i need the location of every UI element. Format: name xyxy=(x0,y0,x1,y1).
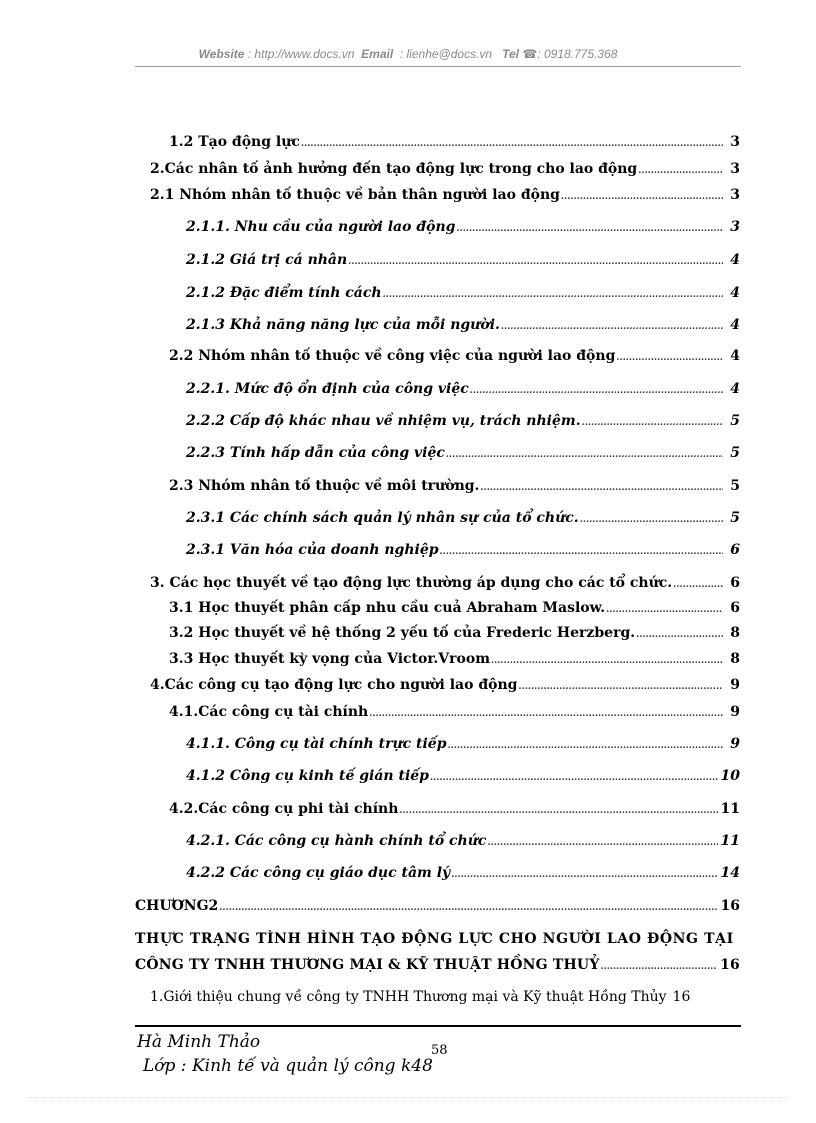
toc-entry[interactable] xyxy=(186,864,740,884)
toc-entry-page: 14 xyxy=(720,865,740,881)
toc-entry-label: CHƯƠNG2 xyxy=(135,898,219,914)
toc-entry-page: 9 xyxy=(730,677,740,693)
toc-entry[interactable] xyxy=(169,703,740,723)
toc-entry[interactable] xyxy=(186,284,740,304)
toc-entry-page: 5 xyxy=(730,413,740,429)
toc-entry-label: 4.2.2 Các công cụ giáo dục tâm lý xyxy=(186,865,451,881)
email-value: : lienhe@docs.vn xyxy=(399,47,493,61)
toc-entry[interactable] xyxy=(169,800,740,820)
toc-entry[interactable] xyxy=(186,380,740,400)
toc-entry-page: 16 xyxy=(720,898,740,914)
toc-entry-label: 3. Các học thuyết về tạo động lực thường áp dụng cho các tổ chức. xyxy=(150,575,673,591)
toc-entry-label: 2.1.2 Đặc điểm tính cách xyxy=(186,285,382,301)
toc-entry-label: 4.1.Các công cụ tài chính xyxy=(169,704,369,720)
toc-entry[interactable] xyxy=(186,735,740,755)
toc-entry-page: 16 xyxy=(720,957,740,973)
toc-entry-page: 5 xyxy=(730,510,740,526)
toc-entry-page: 9 xyxy=(730,704,740,720)
toc-entry[interactable] xyxy=(150,988,740,1006)
toc-entry-page: 10 xyxy=(720,768,740,784)
toc-entry[interactable] xyxy=(186,541,740,561)
toc-entry[interactable] xyxy=(169,347,740,367)
toc-entry[interactable] xyxy=(150,574,740,594)
toc-entry-page: 16 xyxy=(672,989,691,1005)
toc-entry-page: 5 xyxy=(730,445,740,461)
email-label: Email xyxy=(361,47,394,61)
toc-entry[interactable] xyxy=(169,599,740,619)
toc-entry-page: 4 xyxy=(730,381,740,397)
toc-entry[interactable] xyxy=(169,650,740,670)
toc-entry-page: 4 xyxy=(730,317,740,333)
website-value: : http://www.docs.vn xyxy=(247,47,355,61)
toc-entry-label: 4.1.2 Công cụ kinh tế gián tiếp xyxy=(186,768,429,784)
toc-entry[interactable] xyxy=(186,767,740,787)
toc-entry-label: 2.1.3 Khả năng năng lực của mỗi người. xyxy=(186,317,500,333)
toc-entry[interactable] xyxy=(169,477,740,497)
toc-entry-page: 8 xyxy=(730,651,740,667)
toc-entry-page: 6 xyxy=(730,542,740,558)
toc-entry[interactable] xyxy=(186,251,740,271)
toc-entry-page: 3 xyxy=(730,187,740,203)
toc-entry[interactable] xyxy=(186,832,740,852)
toc-entry[interactable] xyxy=(169,133,740,153)
footer-class: Lớp : Kinh tế và quản lý công k48 xyxy=(143,1056,433,1076)
toc-entry-label: 3.1 Học thuyết phân cấp nhu cầu cuả Abraham Maslow. xyxy=(169,600,606,616)
page-number: 58 xyxy=(431,1043,448,1058)
toc-entry-chapter-title[interactable] xyxy=(135,956,740,976)
phone-icon: ☎ xyxy=(522,47,538,61)
toc-entry[interactable] xyxy=(186,218,740,238)
toc-entry[interactable] xyxy=(186,412,740,432)
toc-entry-label: 4.Các công cụ tạo động lực cho người lao động xyxy=(150,677,518,693)
toc-entry-label: 4.2.1. Các công cụ hành chính tổ chức xyxy=(186,833,487,849)
tel-label: Tel xyxy=(502,47,519,61)
toc-entry-page: 4 xyxy=(730,252,740,268)
toc-entry-page: 3 xyxy=(730,134,740,150)
toc-entry-page: 4 xyxy=(730,285,740,301)
toc-entry-page: 3 xyxy=(730,219,740,235)
page-header xyxy=(0,47,816,61)
toc-entry-label: 2.1 Nhóm nhân tố thuộc về bản thân người lao động xyxy=(150,187,560,203)
toc-entry[interactable] xyxy=(169,624,740,644)
toc-entry-label: 4.2.Các công cụ phi tài chính xyxy=(169,801,399,817)
toc-entry-label: 2.1.1. Nhu cầu của người lao động xyxy=(186,219,456,235)
page-bottom-border xyxy=(28,1097,788,1098)
toc-entry-label: 2.3.1 Văn hóa của doanh nghiệp xyxy=(186,542,439,558)
toc-entry-label: 4.1.1. Công cụ tài chính trực tiếp xyxy=(186,736,447,752)
toc-entry-page: 9 xyxy=(730,736,740,752)
toc-entry-page: 6 xyxy=(730,600,740,616)
toc-entry[interactable] xyxy=(150,186,740,206)
footer-author: Hà Minh Thảo xyxy=(137,1032,261,1052)
toc-entry-label: 1.Giới thiệu chung về công ty TNHH Thương mại và Kỹ thuật Hồng Thủy xyxy=(150,989,667,1005)
toc-entry-page: 5 xyxy=(730,478,740,494)
toc-entry-label: 3.3 Học thuyết kỳ vọng của Victor.Vroom xyxy=(169,651,491,667)
website-label: Website xyxy=(198,47,245,61)
toc-entry-label: 2.2.2 Cấp độ khác nhau về nhiệm vụ, trách nhiệm. xyxy=(186,413,581,429)
toc-entry-label: 2.Các nhân tố ảnh hưởng đến tạo động lực trong cho lao động xyxy=(150,161,638,177)
footer-divider xyxy=(135,1025,741,1027)
chapter2-title-line2: CÔNG TY TNHH THƯƠNG MẠI & KỸ THUẬT HỒNG THUỶ xyxy=(135,957,600,973)
toc-entry-label: 2.2.3 Tính hấp dẫn của công việc xyxy=(186,445,445,461)
toc-entry-label: 2.1.2 Giá trị cá nhân xyxy=(186,252,348,268)
toc-entry-page: 3 xyxy=(730,161,740,177)
toc-entry-page: 11 xyxy=(720,801,740,817)
toc-entry-label: 2.3 Nhóm nhân tố thuộc về môi trường. xyxy=(169,478,480,494)
toc-entry[interactable] xyxy=(150,676,740,696)
toc-entry-page: 6 xyxy=(730,575,740,591)
toc-entry-label: 3.2 Học thuyết về hệ thống 2 yếu tố của Frederic Herzberg. xyxy=(169,625,636,641)
toc-entry-label: 2.3.1 Các chính sách quản lý nhân sự của tổ chức. xyxy=(186,510,579,526)
chapter2-title-line1: THỰC TRẠNG TÌNH HÌNH TẠO ĐỘNG LỰC CHO NGƯỜI LAO ĐỘNG TẠI xyxy=(135,931,734,947)
toc-entry[interactable] xyxy=(186,444,740,464)
toc-entry-page: 11 xyxy=(720,833,740,849)
header-divider xyxy=(135,66,741,67)
toc-entry-chapter[interactable] xyxy=(135,897,740,917)
tel-value: : 0918.775.368 xyxy=(537,47,618,61)
toc-entry-page: 8 xyxy=(730,625,740,641)
toc-entry[interactable] xyxy=(186,316,740,336)
toc-entry[interactable] xyxy=(150,160,740,180)
toc-entry-label: 2.2 Nhóm nhân tố thuộc về công việc của người lao động xyxy=(169,348,616,364)
toc-entry-label: 2.2.1. Mức độ ổn định của công việc xyxy=(186,381,469,397)
toc-entry-label: 1.2 Tạo động lực xyxy=(169,134,300,150)
toc-entry-page: 4 xyxy=(730,348,740,364)
toc-entry[interactable] xyxy=(186,509,740,529)
